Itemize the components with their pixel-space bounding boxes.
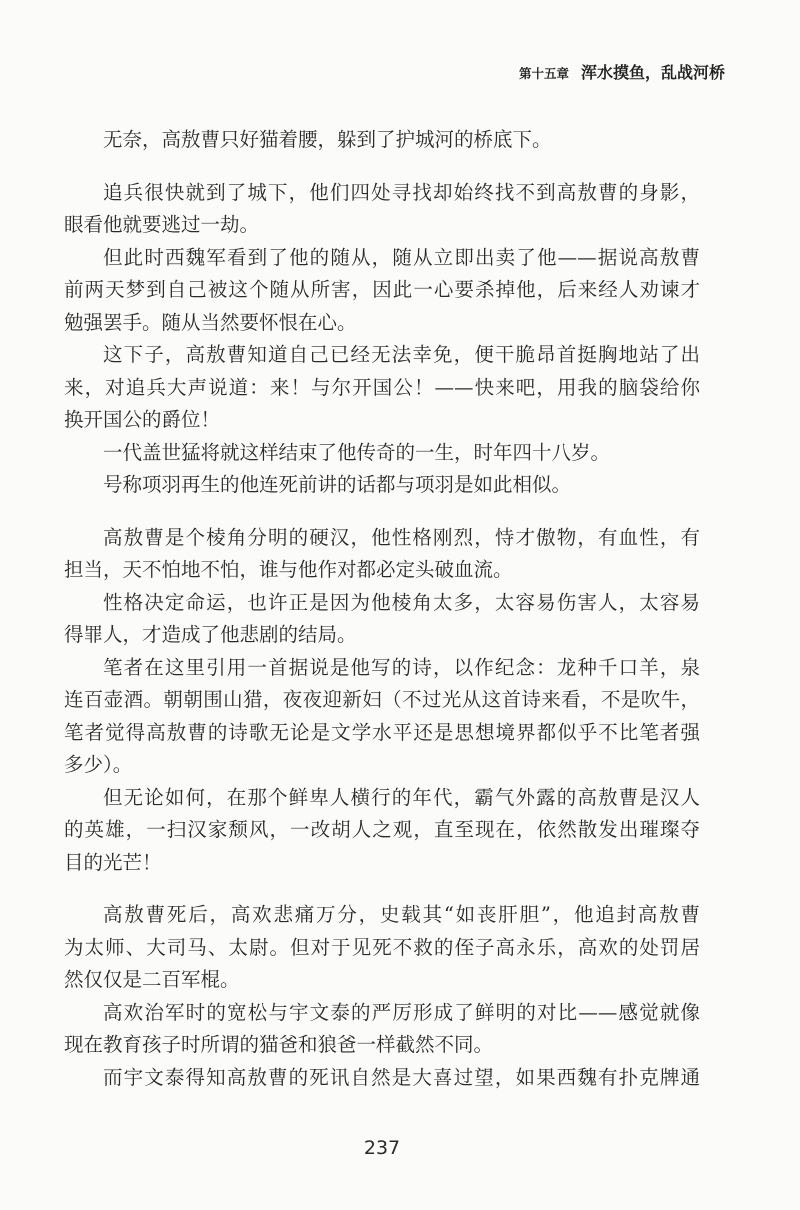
text-line: 前两天梦到自己被这个随从所害，因此一心要杀掉他，后来经人劝谏才 bbox=[64, 278, 700, 301]
text-line: 多少）。 bbox=[64, 753, 133, 776]
paragraph bbox=[64, 899, 700, 997]
paragraph bbox=[64, 437, 700, 470]
text-line: 来，对追兵大声说道：来！与尔开国公！——快来吧，用我的脑袋给你 bbox=[64, 375, 700, 399]
text-line: 为太师、大司马、太尉。但对于见死不救的侄子高永乐，高欢的处罚居 bbox=[64, 935, 700, 959]
text-line: 连百壶酒。朝朝围山猎，夜夜迎新妇（不过光从这首诗来看，不是吹牛， bbox=[64, 688, 700, 711]
text-line: 目的光芒！ bbox=[64, 850, 162, 874]
text-section bbox=[64, 899, 700, 1094]
text-line: 但无论如何，在那个鲜卑人横行的年代，霸气外露的高敖曹是汉人 bbox=[103, 785, 700, 809]
text-line: 然仅仅是二百军棍。 bbox=[64, 968, 240, 991]
text-section bbox=[64, 177, 700, 502]
text-line: 无奈，高敖曹只好猫着腰，躲到了护城河的桥底下。 bbox=[103, 128, 552, 151]
paragraph bbox=[64, 469, 700, 502]
paragraph bbox=[64, 242, 700, 340]
paragraph bbox=[64, 124, 700, 157]
paragraph bbox=[64, 782, 700, 880]
text-section bbox=[64, 522, 700, 880]
paragraph bbox=[64, 522, 700, 587]
text-line: 高欢治军时的宽松与宇文泰的严厉形成了鲜明的对比——感觉就像 bbox=[103, 1000, 700, 1024]
chapter-title: 浑水摸鱼，乱战河桥 bbox=[580, 63, 725, 82]
text-section bbox=[64, 124, 700, 157]
text-line: 的英雄，一扫汉家颓风，一改胡人之观，直至现在，依然散发出璀璨夺 bbox=[64, 818, 700, 841]
text-line: 笔者觉得高敖曹的诗歌无论是文学水平还是思想境界都似乎不比笔者强 bbox=[64, 720, 700, 744]
text-line: 得罪人，才造成了他悲剧的结局。 bbox=[64, 623, 357, 646]
text-line: 一代盖世猛将就这样结束了他传奇的一生，时年四十八岁。 bbox=[103, 440, 611, 464]
body-text bbox=[64, 124, 700, 1094]
paragraph bbox=[64, 339, 700, 437]
text-line: 眼看他就要逃过一劫。 bbox=[64, 213, 260, 236]
text-line: 性格决定命运，也许正是因为他棱角太多，太容易伤害人，太容易 bbox=[103, 590, 700, 614]
text-line: 换开国公的爵位！ bbox=[64, 408, 221, 431]
paragraph bbox=[64, 177, 700, 242]
text-line: 这下子，高敖曹知道自己已经无法幸免，便干脆昂首挺胸地站了出 bbox=[103, 343, 700, 366]
text-line: 但此时西魏军看到了他的随从，随从立即出卖了他——据说高敖曹 bbox=[103, 245, 700, 269]
chapter-number: 第十五章 bbox=[518, 66, 569, 81]
text-line: 追兵很快就到了城下，他们四处寻找却始终找不到高敖曹的身影， bbox=[103, 180, 700, 204]
text-line: 号称项羽再生的他连死前讲的话都与项羽是如此相似。 bbox=[103, 473, 572, 496]
text-line: 高敖曹是个棱角分明的硬汉，他性格刚烈，恃才傲物，有血性，有 bbox=[103, 525, 700, 549]
text-line: 而宇文泰得知高敖曹的死讯自然是大喜过望，如果西魏有扑克牌通 bbox=[103, 1065, 700, 1089]
running-header bbox=[519, 63, 725, 83]
paragraph bbox=[64, 997, 700, 1062]
paragraph bbox=[64, 587, 700, 652]
paragraph bbox=[64, 652, 700, 782]
text-line: 高敖曹死后，高欢悲痛万分，史载其“如丧肝胆”，他追封高敖曹 bbox=[103, 903, 700, 926]
text-line: 勉强罢手。随从当然要怀恨在心。 bbox=[64, 310, 357, 334]
page-number: 237 bbox=[363, 1137, 401, 1159]
text-line: 现在教育孩子时所谓的猫爸和狼爸一样截然不同。 bbox=[64, 1033, 494, 1056]
text-line: 担当，天不怕地不怕，谁与他作对都必定头破血流。 bbox=[64, 558, 513, 581]
text-line: 笔者在这里引用一首据说是他写的诗，以作纪念：龙种千口羊，泉 bbox=[103, 655, 700, 679]
paragraph bbox=[64, 1062, 700, 1095]
